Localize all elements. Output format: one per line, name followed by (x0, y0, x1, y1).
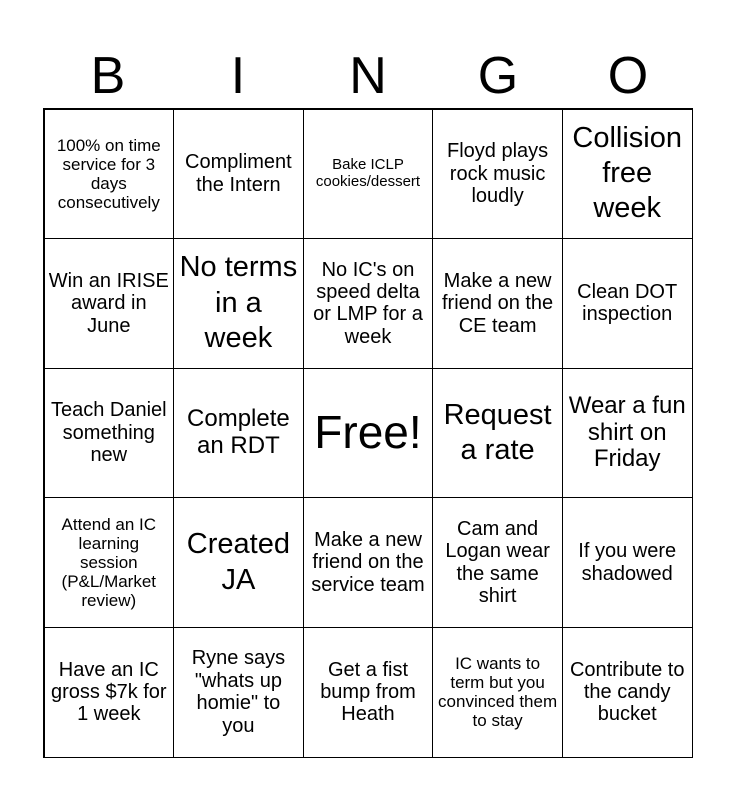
header-letter-i: I (230, 47, 246, 105)
bingo-cell[interactable]: Collision free week (562, 109, 693, 240)
bingo-cell[interactable]: Complete an RDT (173, 368, 304, 499)
bingo-cell[interactable]: Attend an IC learning session (P&L/Market review) (44, 497, 175, 628)
bingo-cell[interactable]: Request a rate (432, 368, 563, 499)
free-space-cell[interactable]: Free! (303, 368, 434, 499)
bingo-cell[interactable]: Floyd plays rock music loudly (432, 109, 563, 240)
bingo-cell[interactable]: Wear a fun shirt on Friday (562, 368, 693, 499)
bingo-cell[interactable]: Teach Daniel something new (44, 368, 175, 499)
header-letter-n: N (349, 47, 387, 105)
bingo-cell[interactable]: Make a new friend on the CE team (432, 238, 563, 369)
bingo-cell[interactable]: Compliment the Intern (173, 109, 304, 240)
bingo-cell[interactable]: Bake ICLP cookies/dessert (303, 109, 434, 240)
bingo-cell[interactable]: No IC's on speed delta or LMP for a week (303, 238, 434, 369)
bingo-cell[interactable]: Get a fist bump from Heath (303, 627, 434, 758)
bingo-cell[interactable]: Ryne says "whats up homie" to you (173, 627, 304, 758)
bingo-grid (43, 108, 693, 758)
bingo-cell[interactable]: IC wants to term but you convinced them to stay (432, 627, 563, 758)
bingo-cell[interactable]: If you were shadowed (562, 497, 693, 628)
bingo-cell[interactable]: Make a new friend on the service team (303, 497, 434, 628)
header-letter-b: B (90, 47, 126, 105)
header-letter-g: G (477, 47, 519, 105)
bingo-cell[interactable]: Clean DOT inspection (562, 238, 693, 369)
bingo-cell[interactable]: Have an IC gross $7k for 1 week (44, 627, 175, 758)
bingo-header (43, 46, 693, 106)
bingo-cell[interactable]: Win an IRISE award in June (44, 238, 175, 369)
bingo-cell[interactable]: 100% on time service for 3 days consecutively (44, 109, 175, 240)
bingo-cell[interactable]: Contribute to the candy bucket (562, 627, 693, 758)
header-letter-o: O (607, 47, 649, 105)
bingo-cell[interactable]: No terms in a week (173, 238, 304, 369)
bingo-cell[interactable]: Cam and Logan wear the same shirt (432, 497, 563, 628)
bingo-cell[interactable]: Created JA (173, 497, 304, 628)
